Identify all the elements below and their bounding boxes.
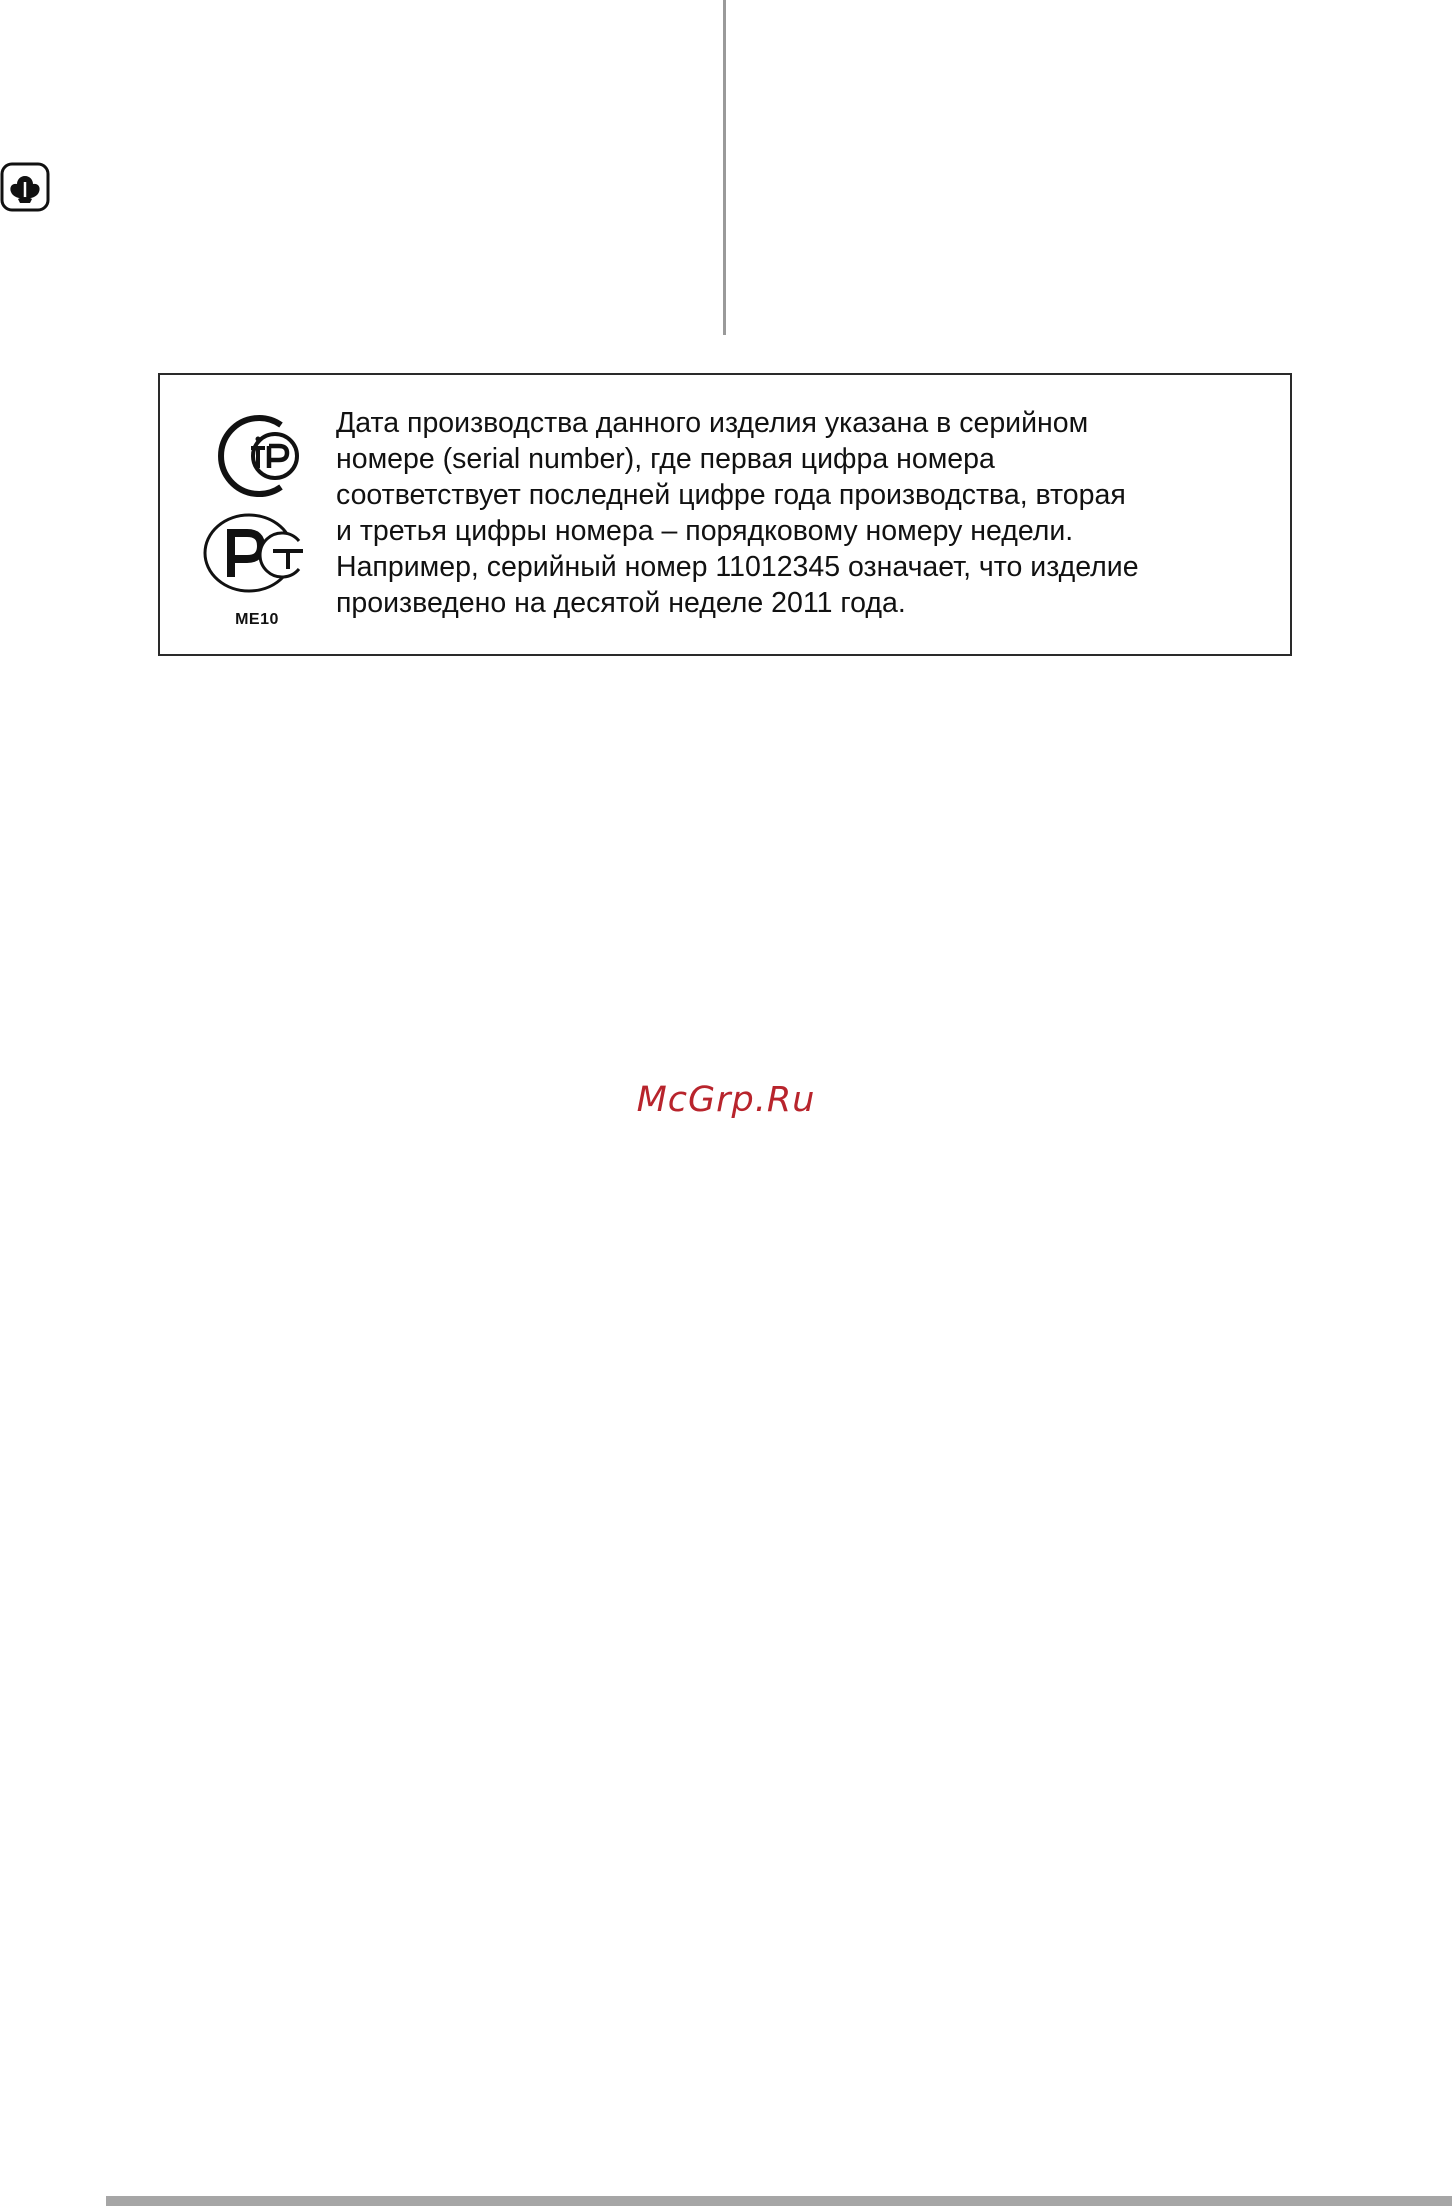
- notice-line: номере (serial number), где первая цифра номера: [336, 443, 995, 475]
- watermark: McGrp.Ru: [636, 1080, 816, 1120]
- notice-line: и третья цифры номера – порядковому номеру недели.: [336, 515, 1074, 547]
- column-divider: [723, 0, 726, 335]
- gost-r-certification-mark: [203, 411, 307, 501]
- notice-line: Дата производства данного изделия указана в серийном: [336, 407, 1089, 439]
- footer-bar: [106, 2196, 1452, 2206]
- notice-text: [336, 405, 1276, 621]
- notice-line: Например, серийный номер 11012345 означает, что изделие: [336, 551, 1139, 583]
- certification-logos: [203, 411, 313, 631]
- manufacture-date-notice: [158, 373, 1292, 656]
- pct-certification-mark: [203, 511, 307, 595]
- certification-code: ME10: [235, 611, 279, 628]
- notice-line: произведено на десятой неделе 2011 года.: [336, 587, 906, 619]
- notice-line: соответствует последней цифре года производства, вторая: [336, 479, 1126, 511]
- eco-flower-icon: [0, 162, 50, 212]
